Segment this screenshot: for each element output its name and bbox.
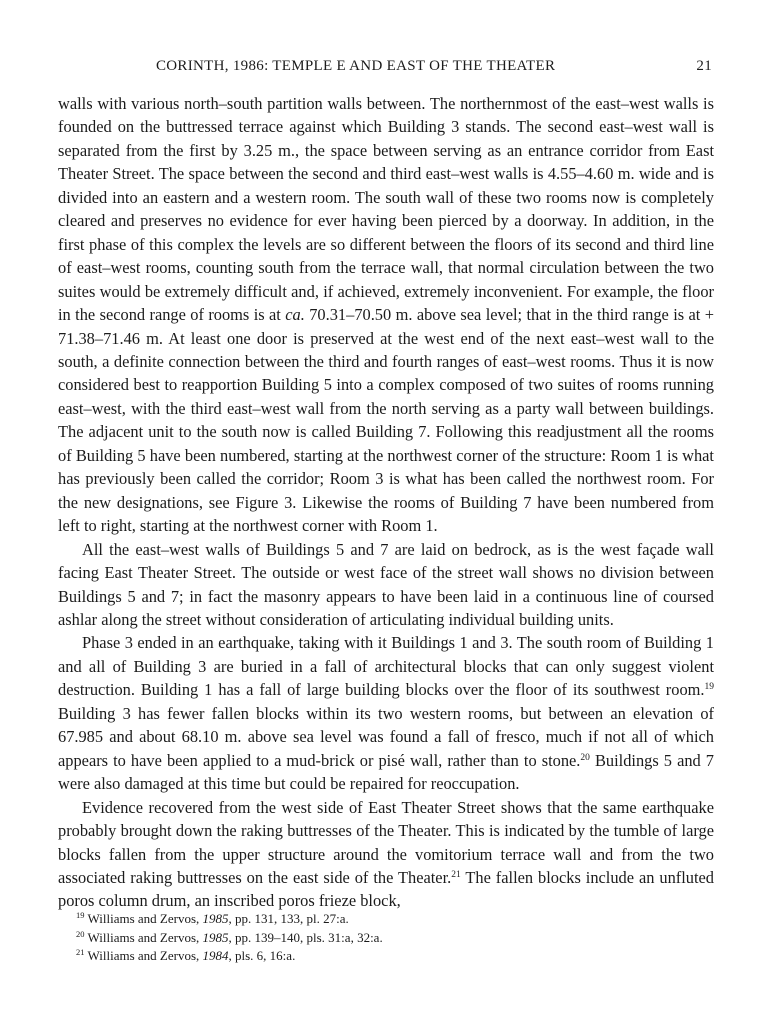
footnote-pages: , pp. 131, 133, pl. 27:a. [228,911,349,926]
italic-text: ca. [285,305,305,325]
text-run: walls with various north–south partition walls between. The northernmost of the east–west walls is founded on the buttressed terrace against which Building 3 stands. The second east–west wall is separated from the first by 3.25 m., the space between serving as an entrance corridor from East Theater Street. The space between the second and third east–west walls is 4.55–4.60 m. wide and is divided into an eastern and a western room. The south wall of these two rooms now is completely cleared and preserves no evidence for ever having been pierced by a doorway. In addition, in the first phase of this complex the levels are so different between the floors of its second and third line of east–west rooms, counting south from the terrace wall, that normal circulation between the two suites would be extremely difficult and, if achieved, extremely inconvenient. For example, the floor in the second range of rooms is at [58,94,714,325]
text-run: Building 3 has fewer fallen blocks within its two western rooms, but between an elevation of 67.985 and about 68.10 m. above sea level was found a fall of fresco, much if not all of which appears to have been applied to a mud-brick or pisé wall, rather than to stone. [58,703,714,770]
footnote [76,947,716,966]
paragraph [58,796,714,913]
footnote [76,910,716,929]
footnote-year: 1985 [202,929,229,945]
footnote-text: Williams and Zervos, [87,929,203,945]
footnote-text: Williams and Zervos, [87,948,203,963]
footnote-number: 20 [76,928,85,939]
footnote-reference: 20 [580,752,590,763]
text-run: Buildings 5 and 7 were also damaged at this time but could be repaired for reoccupation. [58,750,714,794]
running-title: CORINTH, 1986: TEMPLE E AND EAST OF THE THEATER [156,58,556,74]
text-run: Phase 3 ended in an earthquake, taking with it Buildings 1 and 3. The south room of Building 1 and all of Building 3 are buried in a fall of architectural blocks that can only suggest violent destruction. Building 1 has a fall of large building blocks over the floor of its southwest room. [58,633,714,700]
page-number: 21 [696,58,712,74]
footnote-pages: , pp. 139–140, pls. 31:a, 32:a. [228,929,383,945]
footnote-pages: , pls. 6, 16:a. [228,948,296,963]
body-text [58,92,714,913]
footnote-number: 19 [76,910,85,920]
footnotes [76,910,716,966]
text-run: All the east–west walls of Buildings 5 and 7 are laid on bedrock, as is the west façade wall facing East Theater Street. The outside or west face of the street wall shows no division between Buildings 5 and 7; in fact the masonry appears to have been laid in a continuous line of coursed ashlar along the street without consideration of articulating individual building units. [58,539,714,629]
paragraph [58,538,714,632]
paragraph [58,92,714,538]
footnote [76,929,716,948]
text-run: The fallen blocks include an unfluted poros column drum, an inscribed poros frieze block, [58,867,714,911]
footnote-text: Williams and Zervos, [87,911,203,926]
footnote-reference: 19 [704,682,714,693]
text-run: 70.31–70.50 m. above sea level; that in the third range is at + 71.38–71.46 m. At least one door is preserved at the west end of the next east–west wall to the south, a definite connection between the third and fourth ranges of east–west rooms. Thus it is now considered best to reapportion Building 5 into a complex composed of two suites of rooms running east–west, with the third east–west wall from the north serving as a party wall between buildings. The adjacent unit to the south now is called Building 7. Following this readjustment all the rooms of Building 5 have been numbered, starting at the northwest corner of the structure: Room 1 is what has previously been called the corridor; Room 3 is what has been called the northwest room. For the new designations, see Figure 3. Likewise the rooms of Building 7 have been numbered from left to right, starting at the northwest corner with Room 1. [58,305,714,536]
footnote-number: 21 [76,947,85,957]
footnote-year: 1984 [202,948,229,963]
text-run: Evidence recovered from the west side of East Theater Street shows that the same earthquake probably brought down the raking buttresses of the Theater. This is indicated by the tumble of large blocks fallen from the upper structure around the vomitorium terrace wall and from the two associated raking buttresses on the east side of the Theater. [58,797,714,887]
footnote-year: 1985 [202,911,229,926]
footnote-reference: 21 [451,869,461,880]
paragraph [58,631,714,795]
